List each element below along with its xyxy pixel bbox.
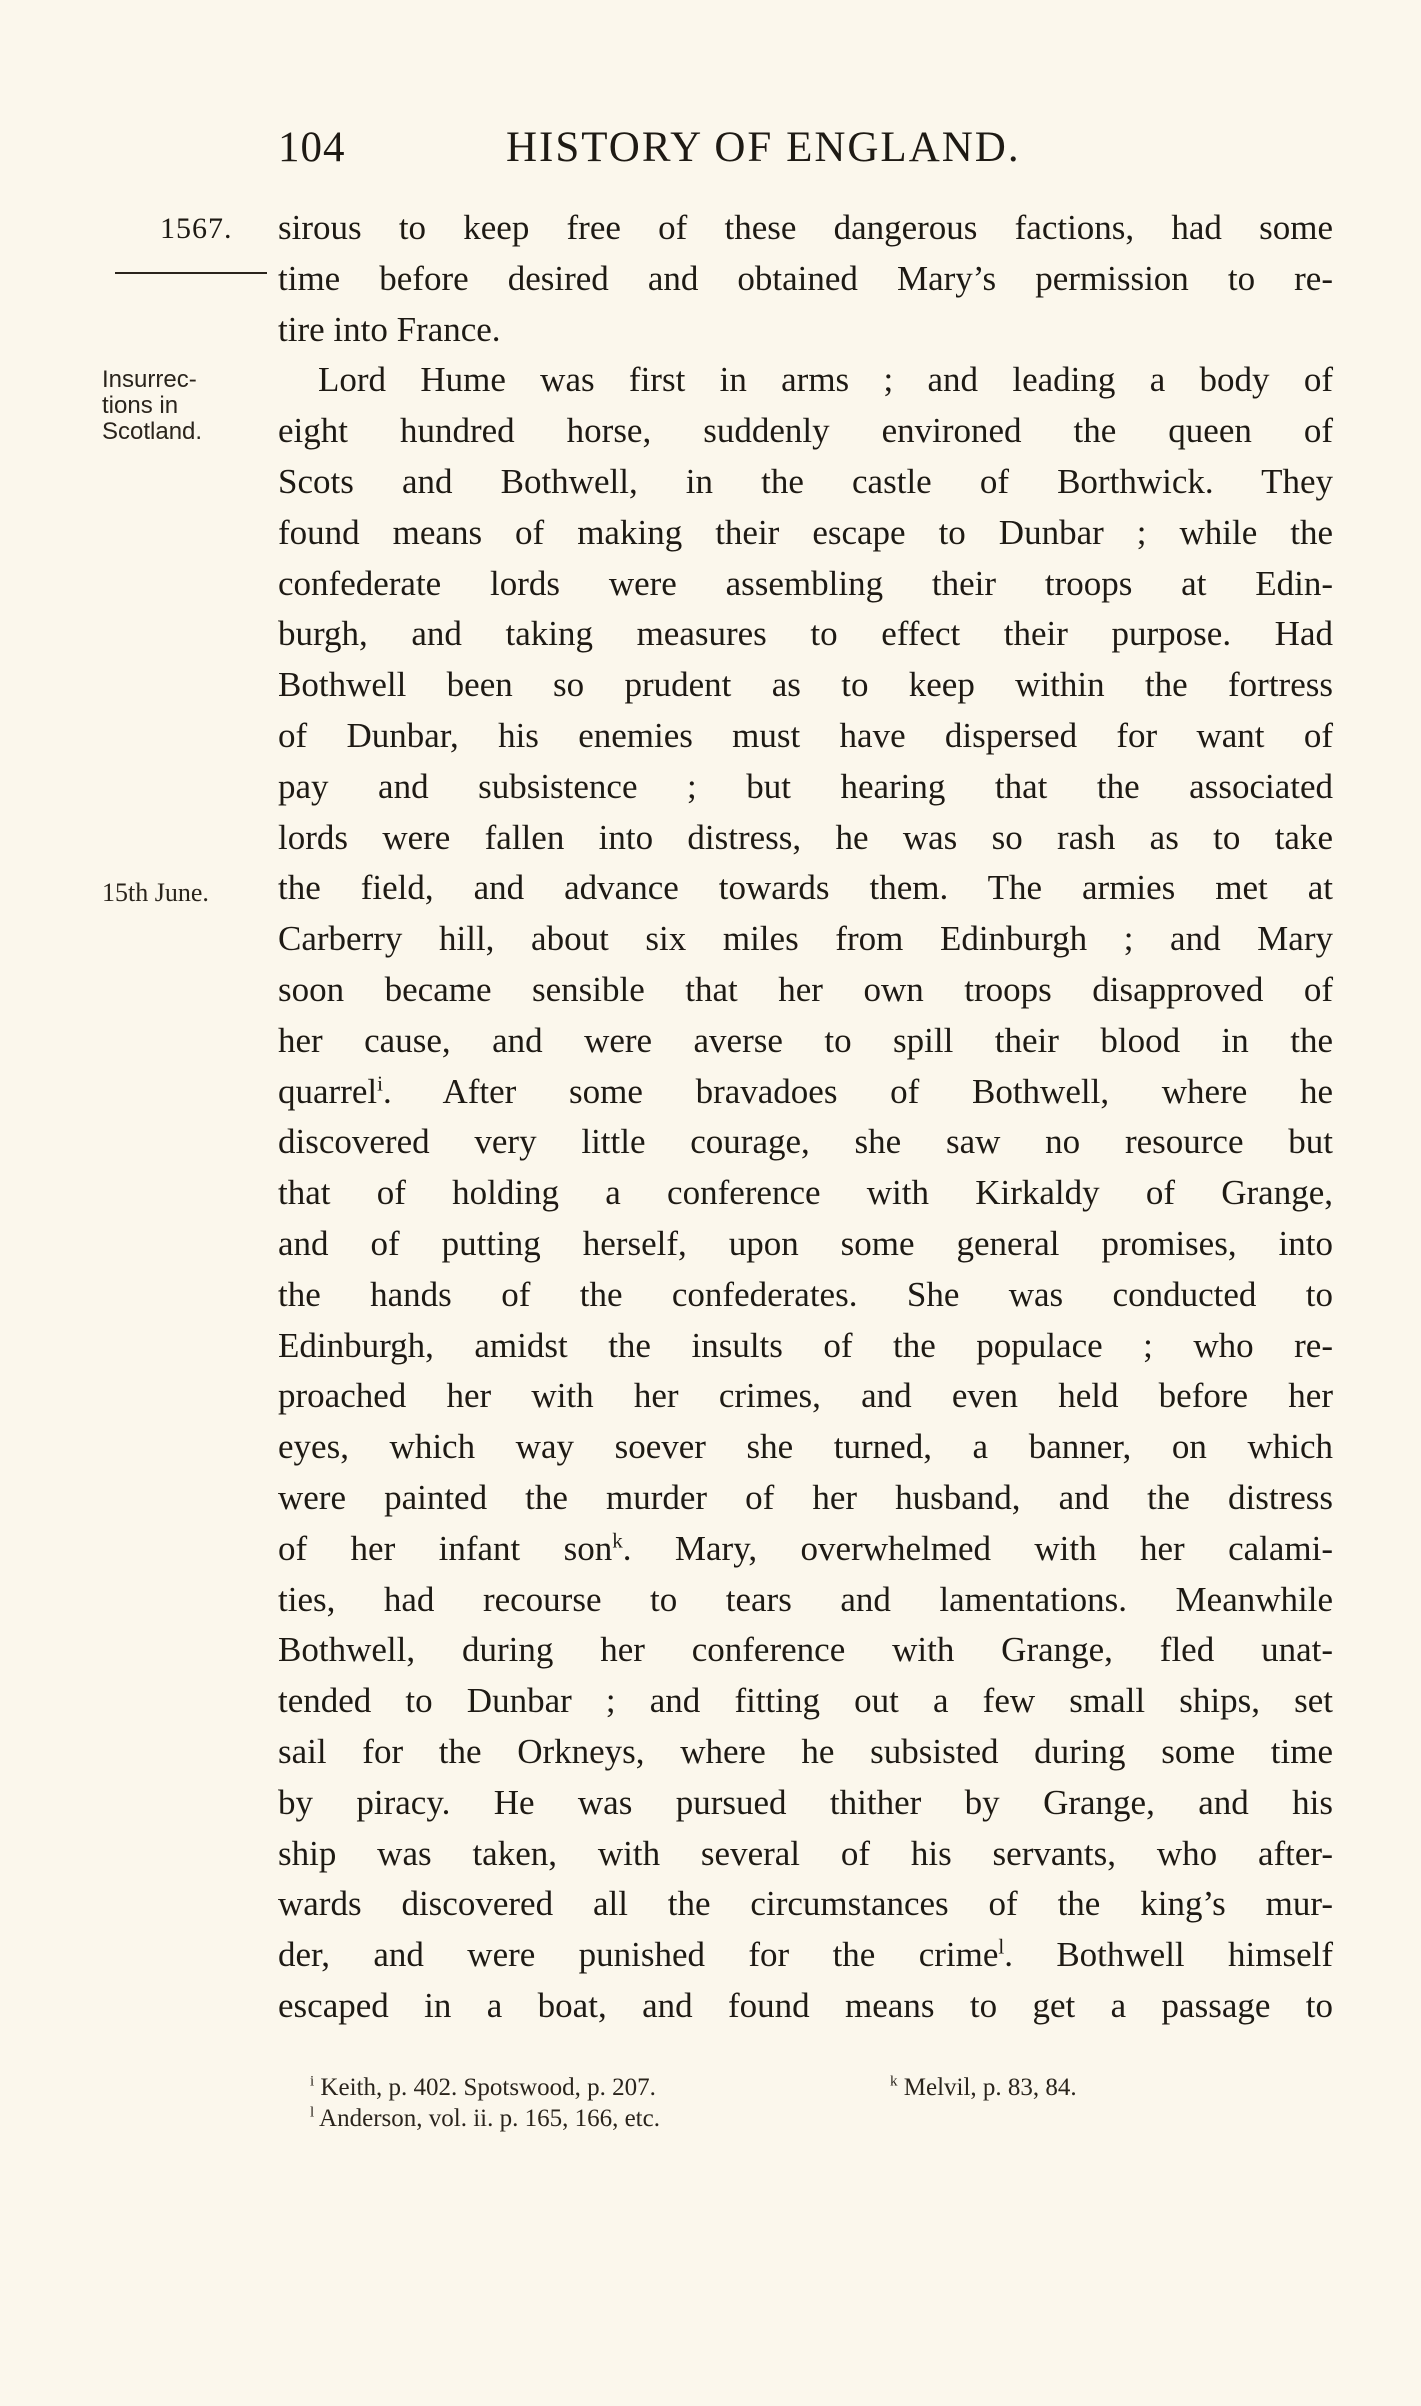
text-line: ties, had recourse to tears and lamentations. Meanwhile [278, 1579, 1333, 1619]
margin-note-date: 15th June. [102, 878, 209, 907]
margin-note-line: Insurrec- [102, 366, 197, 393]
text-line: soon became sensible that her own troops disapproved of [278, 969, 1333, 1009]
footnote-row [310, 2103, 1310, 2134]
body-text [278, 203, 1333, 2032]
text-line: confederate lords were assembling their troops at Edin- [278, 563, 1333, 603]
text-line: time before desired and obtained Mary’s permission to re- [278, 258, 1333, 298]
footnote-row [310, 2072, 1310, 2103]
line-start: quarrel [278, 1071, 378, 1111]
text-line: proached her with her crimes, and even held before her [278, 1376, 1333, 1416]
text-line: sail for the Orkneys, where he subsisted during some time [278, 1731, 1333, 1771]
text-line: eight hundred horse, suddenly environed the queen of [278, 411, 1333, 451]
text-line: Bothwell, during her conference with Grange, fled unat- [278, 1630, 1333, 1670]
text-line: Bothwell been so prudent as to keep within the fortress [278, 665, 1333, 705]
text-line: the hands of the confederates. She was conducted to [278, 1274, 1333, 1314]
text-line: and of putting herself, upon some general promises, into [278, 1223, 1333, 1263]
text-line: wards discovered all the circumstances of the king’s mur- [278, 1884, 1333, 1924]
footnote-l-text: Anderson, vol. ii. p. 165, 166, etc. [319, 2105, 660, 2132]
footnote-marker-i: i [310, 2073, 315, 2090]
footnote-marker-l: l [310, 2104, 315, 2121]
text-line: pay and subsistence ; but hearing that the associated [278, 766, 1333, 806]
footnote-ref-l[interactable]: l [998, 1934, 1005, 1959]
year-divider [115, 272, 267, 274]
text-line: sirous to keep free of these dangerous factions, had some [278, 208, 1333, 247]
text-line: by piracy. He was pursued thither by Grange, and his [278, 1782, 1333, 1822]
page-title: HISTORY OF ENGLAND. [506, 124, 1021, 171]
line-end: . After some bravadoes of Bothwell, where he [382, 1071, 1333, 1111]
text-line: Edinburgh, amidst the insults of the populace ; who re- [278, 1325, 1333, 1365]
text-line: her cause, and were averse to spill their blood in the [278, 1020, 1333, 1060]
footnote-marker-k: k [890, 2073, 898, 2090]
text-line: Carberry hill, about six miles from Edinburgh ; and Mary [278, 919, 1333, 959]
footnote-k [890, 2072, 1077, 2103]
line-end: . Bothwell himself [1004, 1935, 1334, 1975]
text-line: found means of making their escape to Dunbar ; while the [278, 512, 1333, 552]
line-end: . Mary, overwhelmed with her calami- [622, 1528, 1334, 1568]
text-line: were painted the murder of her husband, and the distress [278, 1477, 1333, 1517]
margin-year: 1567. [160, 212, 233, 245]
text-line: discovered very little courage, she saw no resource but [278, 1122, 1333, 1162]
footnote-k-text: Melvil, p. 83, 84. [903, 2074, 1077, 2101]
text-line: lords were fallen into distress, he was so rash as to take [278, 817, 1333, 857]
footnotes [310, 2072, 1310, 2134]
running-head [278, 118, 1338, 178]
text-line: burgh, and taking measures to effect their purpose. Had [278, 614, 1333, 654]
text-line: Scots and Bothwell, in the castle of Borthwick. They [278, 461, 1333, 501]
footnote-l [310, 2103, 660, 2134]
margin-note-insurrections [102, 367, 202, 445]
text-line-with-footnote [278, 1524, 1333, 1575]
text-line: ship was taken, with several of his servants, who after- [278, 1833, 1333, 1873]
footnote-ref-k[interactable]: k [612, 1528, 623, 1553]
margin-note-line: Scotland. [102, 418, 203, 445]
text-line: Lord Hume was first in arms ; and leading a body of [318, 360, 1333, 400]
line-start: of her infant son [278, 1528, 613, 1568]
text-line: the field, and advance towards them. The armies met at [278, 868, 1333, 908]
footnote-i-text: Keith, p. 402. Spotswood, p. 207. [320, 2074, 656, 2101]
text-line: escaped in a boat, and found means to get a passage to [278, 1985, 1333, 2025]
text-line: tended to Dunbar ; and fitting out a few small ships, set [278, 1681, 1333, 1721]
text-line: tire into France. [278, 309, 501, 349]
text-line: that of holding a conference with Kirkaldy of Grange, [278, 1173, 1333, 1213]
margin-note-line: tions in [102, 392, 179, 419]
footnote-ref-i[interactable]: i [377, 1070, 383, 1095]
text-line: eyes, which way soever she turned, a banner, on which [278, 1427, 1333, 1467]
text-line: of Dunbar, his enemies must have dispersed for want of [278, 715, 1333, 755]
page-number: 104 [278, 124, 346, 171]
line-start: der, and were punished for the crime [278, 1935, 999, 1975]
text-line-with-footnote [278, 1930, 1333, 1981]
text-line-with-footnote [278, 1067, 1333, 1118]
footnote-i [310, 2072, 656, 2103]
